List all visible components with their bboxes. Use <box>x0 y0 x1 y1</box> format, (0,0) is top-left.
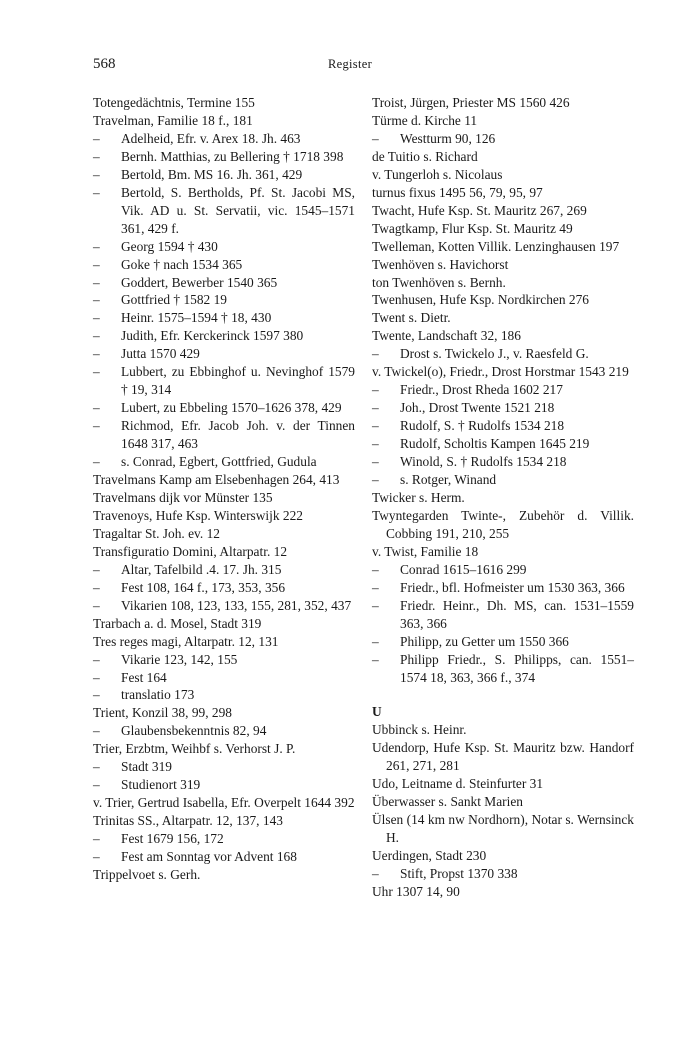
subentry-dash: – <box>93 148 100 164</box>
index-entry: v. Trier, Gertrud Isabella, Efr. Overpelt 1644 392 <box>93 795 355 811</box>
index-subentry <box>372 651 634 687</box>
subentry-dash: – <box>372 346 379 362</box>
subentry-dash: – <box>372 436 379 452</box>
subentry-text: Bernh. Matthias, zu Bellering † 1718 398 <box>121 148 344 164</box>
index-entry: turnus fixus 1495 56, 79, 95, 97 <box>372 184 543 200</box>
index-entry: Travenoys, Hufe Ksp. Winterswijk 222 <box>93 507 303 523</box>
subentry-dash: – <box>372 418 379 434</box>
subentry-dash: – <box>93 759 100 775</box>
index-subentry <box>372 345 634 363</box>
subentry-dash: – <box>372 561 379 577</box>
index-subentry <box>372 597 634 633</box>
subentry-text: Conrad 1615–1616 299 <box>400 561 527 577</box>
index-entry: Travelman, Familie 18 f., 181 <box>93 112 253 128</box>
index-entry: Uerdingen, Stadt 230 <box>372 848 487 864</box>
index-subentry <box>93 722 355 740</box>
subentry-text: Rudolf, S. † Rudolfs 1534 218 <box>400 418 565 434</box>
index-subentry <box>93 345 355 363</box>
index-subentry <box>93 561 355 579</box>
subentry-text: Vikarien 108, 123, 133, 155, 281, 352, 437 <box>121 597 352 613</box>
index-entry: de Tuitio s. Richard <box>372 148 478 164</box>
index-subentry <box>93 417 355 453</box>
subentry-dash: – <box>93 292 100 308</box>
index-entry: Tres reges magi, Altarpatr. 12, 131 <box>93 633 279 649</box>
index-subentry <box>93 363 355 399</box>
section-letter-heading: U <box>372 704 382 720</box>
subentry-text: Studienort 319 <box>121 777 201 793</box>
index-subentry <box>93 453 355 471</box>
subentry-dash: – <box>93 184 100 200</box>
index-subentry <box>93 166 355 184</box>
index-entry: Trinitas SS., Altarpatr. 12, 137, 143 <box>93 813 283 829</box>
index-subentry <box>372 865 634 883</box>
subentry-dash: – <box>93 400 100 416</box>
subentry-dash: – <box>372 597 379 613</box>
subentry-text: Stadt 319 <box>121 759 172 775</box>
subentry-text: Rudolf, Scholtis Kampen 1645 219 <box>400 436 590 452</box>
index-entry: Transfiguratio Domini, Altarpatr. 12 <box>93 543 288 559</box>
index-entry: v. Tungerloh s. Nicolaus <box>372 166 503 182</box>
index-subentry <box>93 130 355 148</box>
index-subentry <box>372 579 634 597</box>
subentry-text: Fest am Sonntag vor Advent 168 <box>121 849 297 865</box>
subentry-text: Judith, Efr. Kerckerinck 1597 380 <box>121 328 304 344</box>
index-subentry <box>93 327 355 345</box>
index-subentry <box>93 238 355 256</box>
index-subentry <box>93 309 355 327</box>
index-subentry <box>372 453 634 471</box>
index-subentry <box>93 597 355 615</box>
index-entry: Uhr 1307 14, 90 <box>372 883 460 899</box>
index-entry: Udo, Leitname d. Steinfurter 31 <box>372 776 544 792</box>
subentry-text: Westturm 90, 126 <box>400 130 496 146</box>
subentry-dash: – <box>93 346 100 362</box>
index-subentry <box>372 381 634 399</box>
subentry-dash: – <box>372 400 379 416</box>
index-entry: Trarbach a. d. Mosel, Stadt 319 <box>93 615 262 631</box>
index-entry: Totengedächtnis, Termine 155 <box>93 95 255 110</box>
index-subentry <box>372 561 634 579</box>
subentry-dash: – <box>93 723 100 739</box>
index-subentry <box>93 651 355 669</box>
index-entry: Überwasser s. Sankt Marien <box>372 794 523 810</box>
index-subentry <box>93 291 355 309</box>
subentry-text: Fest 108, 164 f., 173, 353, 356 <box>121 579 286 595</box>
subentry-dash: – <box>93 831 100 847</box>
subentry-text: Friedr. Heinr., Dh. MS, can. 1531–1559 363, 366 <box>400 597 634 631</box>
index-subentry <box>372 399 634 417</box>
index-subentry <box>93 758 355 776</box>
subentry-text: Adelheid, Efr. v. Arex 18. Jh. 463 <box>121 130 301 146</box>
index-entry: Türme d. Kirche 11 <box>372 112 478 128</box>
subentry-dash: – <box>93 364 100 380</box>
subentry-dash: – <box>93 651 100 667</box>
index-entry: Twacht, Hufe Ksp. St. Mauritz 267, 269 <box>372 202 587 218</box>
index-entry: Twelleman, Kotten Villik. Lenzinghausen 197 <box>372 238 620 254</box>
index-entry: Troist, Jürgen, Priester MS 1560 426 <box>372 95 570 110</box>
index-entry: Udendorp, Hufe Ksp. St. Mauritz bzw. Handorf 261, 271, 281 <box>372 740 634 774</box>
index-subentry <box>372 417 634 435</box>
subentry-dash: – <box>93 849 100 865</box>
subentry-dash: – <box>372 382 379 398</box>
subentry-text: Goddert, Bewerber 1540 365 <box>121 274 278 290</box>
subentry-text: Lubert, zu Ebbeling 1570–1626 378, 429 <box>121 400 342 416</box>
index-subentry <box>93 184 355 238</box>
subentry-dash: – <box>372 472 379 488</box>
subentry-text: s. Rotger, Winand <box>400 472 497 488</box>
index-entry: Trippelvoet s. Gerh. <box>93 866 201 882</box>
index-entry: Twyntegarden Twinte-, Zubehör d. Villik. Cobbing 191, 210, 255 <box>372 507 634 541</box>
index-entry: Tragaltar St. Joh. ev. 12 <box>93 525 220 541</box>
index-subentry <box>372 471 634 489</box>
subentry-dash: – <box>93 328 100 344</box>
running-head: Register <box>327 57 373 71</box>
index-subentry <box>372 633 634 651</box>
subentry-dash: – <box>93 256 100 272</box>
subentry-dash: – <box>372 579 379 595</box>
subentry-text: Fest 1679 156, 172 <box>121 831 224 847</box>
subentry-text: translatio 173 <box>121 687 195 703</box>
index-entry: Trier, Erzbtm, Weihbf s. Verhorst J. P. <box>93 741 296 757</box>
index-entry: Twenhusen, Hufe Ksp. Nordkirchen 276 <box>372 292 589 308</box>
subentry-dash: – <box>93 669 100 685</box>
subentry-dash: – <box>93 310 100 326</box>
index-subentry <box>93 776 355 794</box>
subentry-text: Jutta 1570 429 <box>121 346 200 362</box>
subentry-text: Stift, Propst 1370 338 <box>400 866 518 882</box>
subentry-dash: – <box>93 130 100 146</box>
index-entry: Twenhöven s. Havichorst <box>372 256 509 272</box>
index-subentry <box>93 274 355 292</box>
subentry-dash: – <box>93 687 100 703</box>
subentry-text: Bertold, S. Bertholds, Pf. St. Jacobi MS, Vik. AD u. St. Servatii, vic. 1545–1571 361, 429 f. <box>121 184 355 236</box>
subentry-text: Altar, Tafelbild .4. 17. Jh. 315 <box>121 561 282 577</box>
subentry-text: Winold, S. † Rudolfs 1534 218 <box>400 454 567 470</box>
index-entry: Trient, Konzil 38, 99, 298 <box>93 705 232 721</box>
subentry-dash: – <box>93 166 100 182</box>
index-subentry <box>93 256 355 274</box>
subentry-text: Bertold, Bm. MS 16. Jh. 361, 429 <box>121 166 303 182</box>
index-entry: Ubbinck s. Heinr. <box>372 722 467 738</box>
index-entry: v. Twickel(o), Friedr., Drost Horstmar 1543 219 <box>372 364 629 380</box>
index-entry: Twicker s. Herm. <box>372 489 465 505</box>
subentry-text: Heinr. 1575–1594 † 18, 430 <box>121 310 272 326</box>
page-number: 568 <box>93 56 116 72</box>
subentry-text: Philipp Friedr., S. Philipps, can. 1551–1574 18, 363, 366 f., 374 <box>400 651 634 685</box>
subentry-text: Georg 1594 † 430 <box>121 238 218 254</box>
index-subentry <box>93 830 355 848</box>
index-subentry <box>93 686 355 704</box>
subentry-text: Glaubensbekenntnis 82, 94 <box>121 723 267 739</box>
subentry-dash: – <box>372 651 379 667</box>
index-entry: Travelmans dijk vor Münster 135 <box>93 489 273 505</box>
subentry-text: Friedr., Drost Rheda 1602 217 <box>400 382 563 398</box>
index-entry: ton Twenhöven s. Bernh. <box>372 274 506 290</box>
subentry-text: Joh., Drost Twente 1521 218 <box>400 400 555 416</box>
subentry-text: s. Conrad, Egbert, Gottfried, Gudula <box>121 454 317 470</box>
index-subentry <box>93 669 355 687</box>
index-subentry <box>93 848 355 866</box>
index-subentry <box>372 130 634 148</box>
index-subentry <box>372 435 634 453</box>
subentry-text: Richmod, Efr. Jacob Joh. v. der Tinnen 1648 317, 463 <box>121 418 355 452</box>
subentry-dash: – <box>372 633 379 649</box>
subentry-text: Lubbert, zu Ebbinghof u. Nevinghof 1579 † 19, 314 <box>121 364 355 398</box>
index-subentry <box>93 579 355 597</box>
index-entry: Twente, Landschaft 32, 186 <box>372 328 521 344</box>
index-subentry <box>93 148 355 166</box>
subentry-dash: – <box>93 579 100 595</box>
subentry-dash: – <box>93 777 100 793</box>
index-entry: Travelmans Kamp am Elsebenhagen 264, 413 <box>93 472 340 488</box>
subentry-text: Drost s. Twickelo J., v. Raesfeld G. <box>400 346 589 362</box>
subentry-text: Fest 164 <box>121 669 167 685</box>
index-entry: Twagtkamp, Flur Ksp. St. Mauritz 49 <box>372 220 573 236</box>
subentry-dash: – <box>372 866 379 882</box>
subentry-dash: – <box>93 238 100 254</box>
subentry-dash: – <box>93 418 100 434</box>
subentry-dash: – <box>93 274 100 290</box>
subentry-dash: – <box>93 454 100 470</box>
index-entry: v. Twist, Familie 18 <box>372 543 479 559</box>
index-column-right <box>372 94 634 901</box>
subentry-text: Philipp, zu Getter um 1550 366 <box>400 633 569 649</box>
subentry-dash: – <box>372 130 379 146</box>
subentry-text: Goke † nach 1534 365 <box>121 256 243 272</box>
subentry-dash: – <box>372 454 379 470</box>
index-entry: Ülsen (14 km nw Nordhorn), Notar s. Wernsinck H. <box>372 812 634 846</box>
index-column-left <box>93 94 355 884</box>
subentry-dash: – <box>93 561 100 577</box>
index-entry: Twent s. Dietr. <box>372 310 451 326</box>
subentry-text: Gottfried † 1582 19 <box>121 292 227 308</box>
subentry-text: Vikarie 123, 142, 155 <box>121 651 238 667</box>
index-subentry <box>93 399 355 417</box>
subentry-text: Friedr., bfl. Hofmeister um 1530 363, 366 <box>400 579 625 595</box>
subentry-dash: – <box>93 597 100 613</box>
